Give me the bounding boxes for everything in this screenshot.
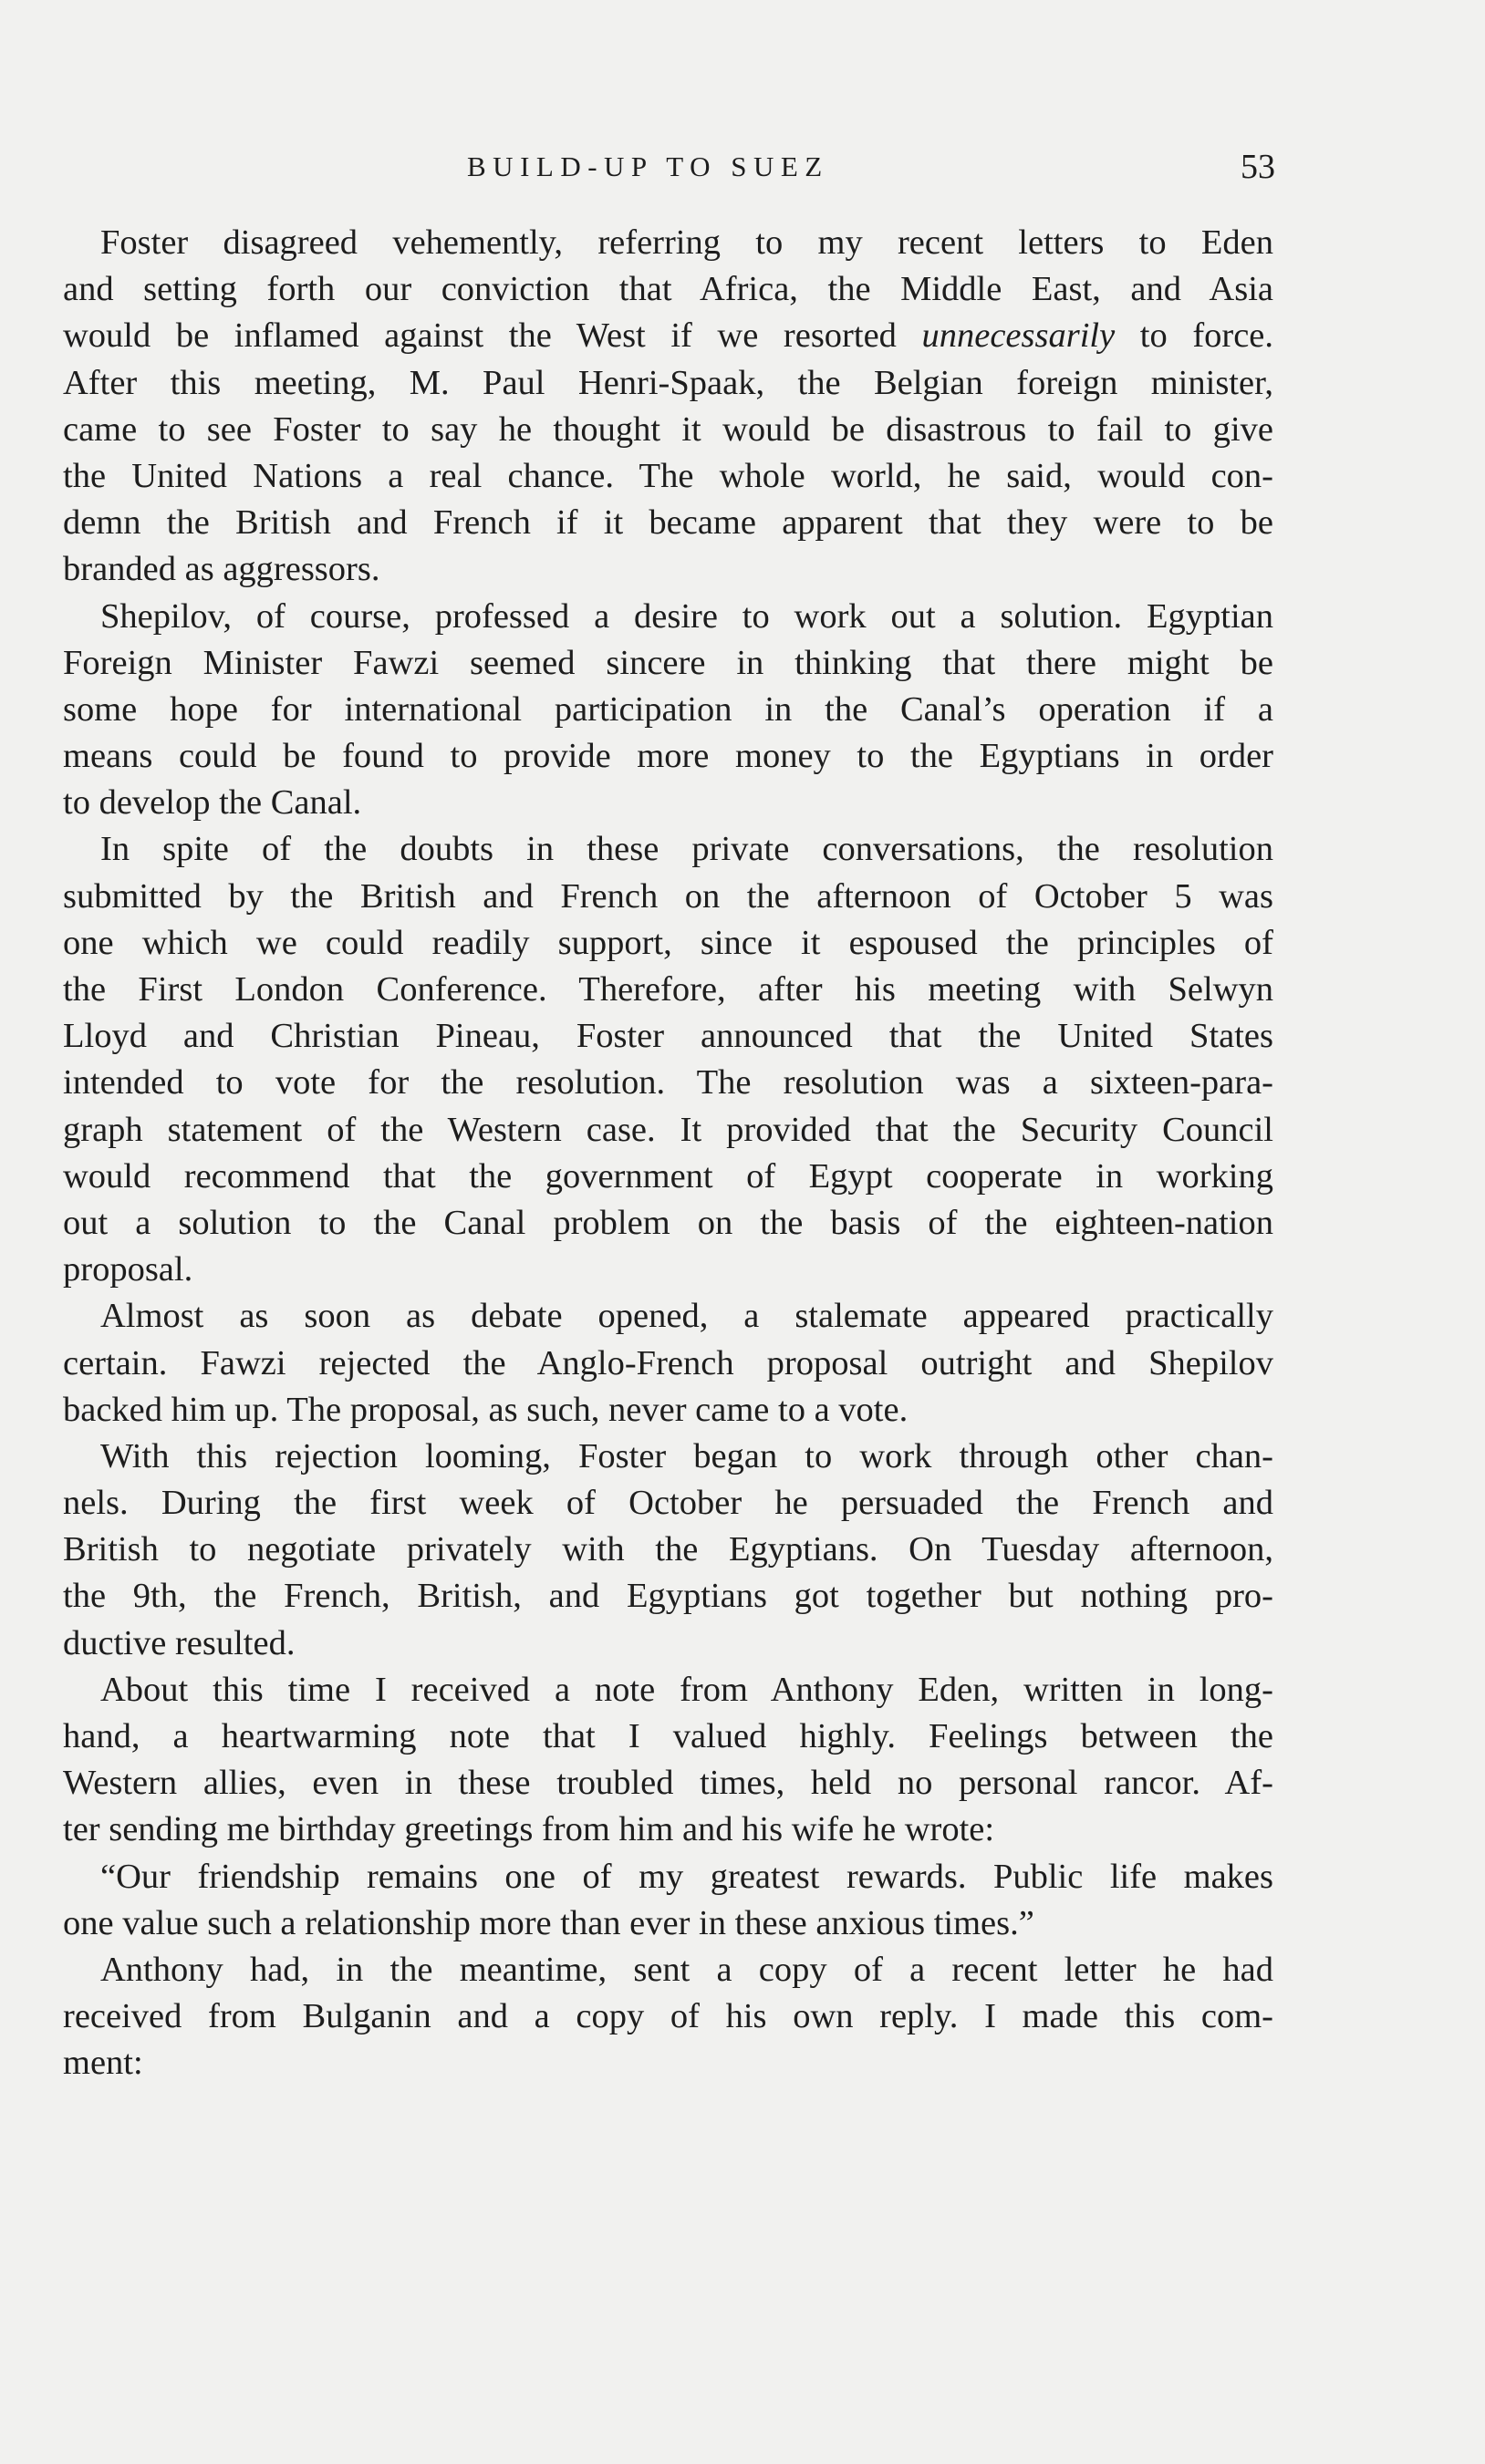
- text-line: to develop the Canal.: [63, 783, 362, 823]
- text-line: out a solution to the Canal problem on the basis of the eighteen-nation: [63, 1203, 1273, 1242]
- paragraph: [63, 1667, 1273, 1854]
- text-line: branded as aggressors.: [63, 550, 380, 589]
- text-line: ment:: [63, 2044, 143, 2083]
- paragraph: [63, 220, 1273, 594]
- text-line: submitted by the British and French on the afternoon of October 5 was: [63, 876, 1273, 916]
- text-line: the United Nations a real chance. The whole world, he said, would con-: [63, 456, 1273, 495]
- text-line: Western allies, even in these troubled times, held no personal rancor. Af-: [63, 1764, 1273, 1803]
- running-header: [0, 144, 1485, 190]
- text-line: some hope for international participation in the Canal’s operation if a: [63, 689, 1273, 729]
- text-line: demn the British and French if it became apparent that they were to be: [63, 503, 1273, 543]
- paragraph: [63, 1947, 1273, 2087]
- text-line: backed him up. The proposal, as such, never came to a vote.: [63, 1390, 909, 1429]
- body-text: [63, 220, 1273, 2087]
- text-line: After this meeting, M. Paul Henri-Spaak, the Belgian foreign minister,: [63, 363, 1273, 402]
- text-line: certain. Fawzi rejected the Anglo-French proposal outright and Shepilov: [63, 1343, 1273, 1382]
- text-line: Almost as soon as debate opened, a stalemate appeared practically: [100, 1297, 1273, 1336]
- text-line: Lloyd and Christian Pineau, Foster announced that the United States: [63, 1017, 1273, 1056]
- text-line: came to see Foster to say he thought it would be disastrous to fail to give: [63, 409, 1273, 449]
- text-line: With this rejection looming, Foster began to work through other chan-: [100, 1436, 1273, 1475]
- paragraph: [63, 1854, 1273, 1947]
- text-line: proposal.: [63, 1250, 193, 1289]
- text-line: Shepilov, of course, professed a desire to work out a solution. Egyptian: [100, 596, 1273, 636]
- emphasis: unnecessarily: [921, 316, 1116, 356]
- page-number: 53: [1241, 148, 1275, 186]
- text-line: Anthony had, in the meantime, sent a copy of a recent letter he had: [100, 1950, 1273, 1989]
- text-line: and setting forth our conviction that Africa, the Middle East, and Asia: [63, 270, 1273, 309]
- text-line: ductive resulted.: [63, 1623, 296, 1662]
- text-line: hand, a heartwarming note that I valued highly. Feelings between the: [63, 1717, 1273, 1755]
- text-line: nels. During the first week of October he persuaded the French and: [63, 1484, 1273, 1523]
- text-line: would recommend that the government of Egypt cooperate in working: [63, 1156, 1273, 1196]
- text-line: Foreign Minister Fawzi seemed sincere in thinking that there might be: [63, 643, 1273, 682]
- text-line: intended to vote for the resolution. The resolution was a sixteen-para-: [63, 1063, 1273, 1103]
- text-line: received from Bulganin and a copy of his own reply. I made this com-: [63, 1997, 1273, 2036]
- text-line: one value such a relationship more than ever in these anxious times.”: [63, 1903, 1034, 1942]
- text-line: ter sending me birthday greetings from him and his wife he wrote:: [63, 1810, 995, 1849]
- text-line: the First London Conference. Therefore, after his meeting with Selwyn: [63, 970, 1273, 1009]
- running-title: BUILD-UP TO SUEZ: [467, 150, 829, 182]
- text-line: [63, 313, 1273, 359]
- text-line: In spite of the doubts in these private conversations, the resolution: [100, 830, 1273, 869]
- text-line: British to negotiate privately with the Egyptians. On Tuesday afternoon,: [63, 1530, 1273, 1569]
- text-line: About this time I received a note from Anthony Eden, written in long-: [100, 1670, 1273, 1709]
- text-line: graph statement of the Western case. It provided that the Security Council: [63, 1110, 1273, 1149]
- text-line: one which we could readily support, since it espoused the principles of: [63, 923, 1273, 962]
- text-line: the 9th, the French, British, and Egyptians got together but nothing pro-: [63, 1577, 1273, 1616]
- text-segment: to force.: [1115, 316, 1274, 356]
- paragraph: [63, 594, 1273, 827]
- paragraph: [63, 1293, 1273, 1434]
- text-segment: would be inflamed against the West if we resorted: [63, 316, 922, 356]
- paragraph: [63, 826, 1273, 1293]
- text-line: means could be found to provide more money to the Egyptians in order: [63, 737, 1273, 776]
- text-line: “Our friendship remains one of my greatest rewards. Public life makes: [100, 1857, 1273, 1896]
- text-line: Foster disagreed vehemently, referring to my recent letters to Eden: [100, 223, 1273, 262]
- paragraph: [63, 1434, 1273, 1667]
